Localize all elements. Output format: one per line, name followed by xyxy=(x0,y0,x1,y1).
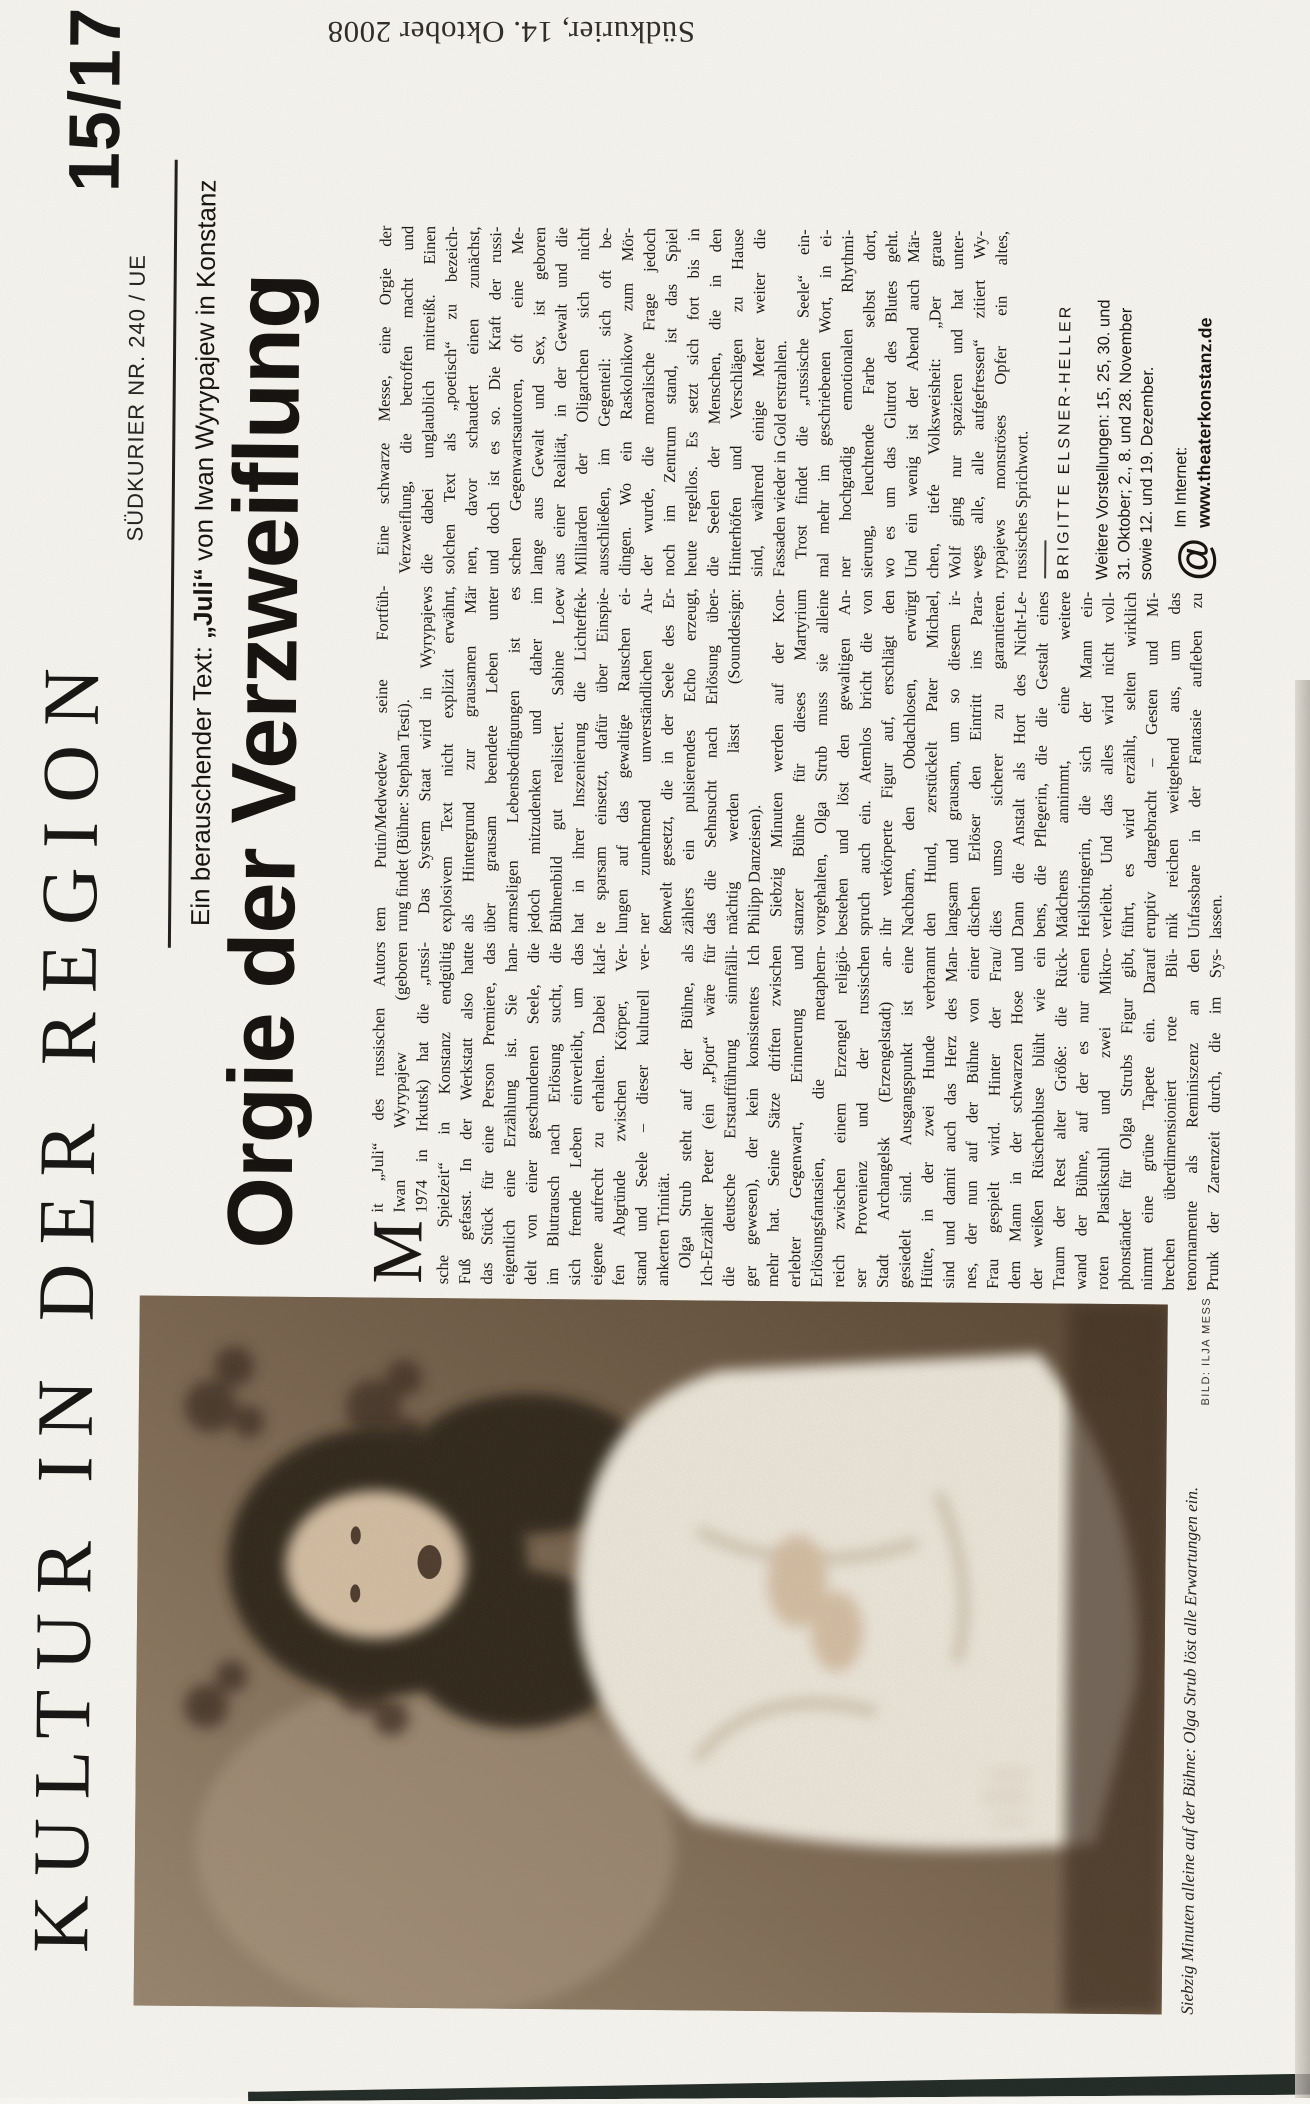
photo-caption-row xyxy=(1177,1296,1213,2015)
text-line: gesiedelt sind. Ausgangspunkt ist eine xyxy=(894,946,917,1289)
text-line: Trost findet die „russische Seele“ ein- xyxy=(791,229,814,560)
text-line: Olga Strub steht auf der Bühne, als xyxy=(675,944,697,1269)
section-title: KULTUR IN DER REGION xyxy=(17,648,117,1954)
text-line: über grausam beendete Leben unter xyxy=(480,586,503,933)
text-line: mehr hat. Seine Sätze driften zwischen xyxy=(762,944,785,1288)
masthead-rule xyxy=(168,160,178,948)
text-line: ner zunehmend unverständlichen Au- xyxy=(634,587,657,934)
text-line: führt, es wird erzählt, selten wirklich xyxy=(1117,592,1141,939)
text-line: langsam und grausam, um so diesem ir- xyxy=(941,590,965,937)
text-line: roten Plastikstuhl und zwei Mikro- xyxy=(1092,947,1115,1290)
text-line: Heilsbringerin, die sich der Mann ein- xyxy=(1073,591,1097,938)
text-line: sind und damit auch das Herz des Man- xyxy=(938,946,961,1289)
text-line: chen, tiefe Volksweisheit: „Der graue xyxy=(923,230,946,579)
text-line: Dann die Anstalt als Hort des Nicht-Le- xyxy=(1007,591,1031,938)
scan-edge-strip xyxy=(1295,680,1310,2098)
text-line: die Seelen der Menschen, die in den xyxy=(703,228,726,577)
text-line: eigene aufrecht zu erhalten. Dabei klaf- xyxy=(586,943,609,1286)
at-icon: @ xyxy=(1170,537,1220,581)
text-line: Wolf ging nur spazieren und hat unter- xyxy=(945,230,968,579)
text-line: heute regellos. Es setzt sich fort bis in xyxy=(681,228,704,577)
text-line: ausschließen, im Gegenteil: sich oft be- xyxy=(593,227,616,576)
kicker-pre: Ein berauschender Text: xyxy=(185,638,218,927)
text-line: Bühnenbild gut realisiert. Sabine Loew xyxy=(546,587,569,934)
text-line: spruch auch ein. Atemlos bricht die von xyxy=(853,589,877,936)
text-line: Eine schwarze Messe, eine Orgie der xyxy=(373,225,396,556)
byline-rule xyxy=(1044,540,1046,578)
text-line: Traum der Rest alter Größe: die Rück- xyxy=(1048,947,1071,1290)
text-line: dischen Erlöser den Eintritt ins Para- xyxy=(963,590,987,937)
text-line: Fassaden wieder in Gold erstrahlen. xyxy=(769,340,791,578)
text-line: stanzer Bühne für dieses Martyrium xyxy=(787,589,811,936)
text-line: dingen. Wo ein Raskolnikow zum Mör- xyxy=(615,227,638,576)
stage-photo xyxy=(134,1296,1168,2015)
author-byline: BRIGITTE ELSNER-HELLER xyxy=(1055,303,1075,580)
text-line: Fuß gefasst. In der Werkstatt also hatte xyxy=(454,942,477,1285)
text-line: russisches Sprichwort. xyxy=(1011,430,1032,580)
kicker-title: „Juli“ xyxy=(187,567,219,640)
text-line: und doch ist es so. Die Kraft der russi- xyxy=(483,226,506,575)
text-line: stand und Seele – dieser kulturell ver- xyxy=(630,943,653,1286)
text-line: das die Sehnsucht nach Erlösung über- xyxy=(700,588,723,935)
text-line: Frau gespielt wird. Hinter der Frau/ xyxy=(982,946,1005,1290)
text-line: wo es um das Glutrot des Blutes geht. xyxy=(879,229,902,579)
text-line: ger gewesen), der kein konsistentes Ich xyxy=(740,944,763,1287)
text-line: rypajews monströses Opfer ein altes, xyxy=(989,230,1012,580)
text-line: rung findet (Bühne: Stephan Testi). xyxy=(392,698,414,932)
text-line: mal mehr im geschriebenen Wort, in ei- xyxy=(813,229,836,578)
text-line: wegs alle, alle aufgefressen“ zitiert Wy- xyxy=(967,230,990,579)
performance-info-box xyxy=(1091,232,1160,581)
text-line: lange aus Gewalt und Sex, ist geboren xyxy=(527,226,550,576)
text-line: 31. Oktober; 2., 8. und 28. November xyxy=(1115,307,1136,581)
text-line: armseligen Lebensbedingungen ist es xyxy=(502,586,525,933)
text-line: explosivem Text nicht explizit erwähnt, xyxy=(436,586,459,933)
text-line: der wurde, die moralische Frage jedoch xyxy=(637,227,660,576)
text-line: als Hintergrund zur grausamen Mär xyxy=(458,586,481,933)
text-line: 1974 in Irkutsk) hat die „russi- xyxy=(411,941,433,1214)
kicker-post: von Iwan Wyrypajew in Konstanz xyxy=(188,179,222,569)
text-line: delt von einer geschundenen Seele, die xyxy=(520,942,543,1286)
internet-url: www.theaterkonstanz.de xyxy=(1193,317,1216,528)
text-line: reich zwischen einem Erzengel religiö- xyxy=(828,945,851,1288)
text-line: ßenwelt gesetzt, die in der Seele des Er- xyxy=(656,588,679,935)
text-line: Iwan Wyrypajew (geboren xyxy=(389,941,411,1213)
text-line: schen Gegenwartsautoren, oft eine Me- xyxy=(505,226,528,575)
drop-cap: M xyxy=(356,1219,438,1285)
internet-block xyxy=(1171,232,1220,580)
text-line: tem Putin/Medwedew seine Fortfüh- xyxy=(370,585,393,932)
text-line: Hütte, in der zwei Hunde verbrannt xyxy=(916,946,939,1289)
text-line: ihr verkörperte Figur auf, erschlägt den xyxy=(875,589,899,937)
article-column-3 xyxy=(372,226,1220,581)
text-line: Und ein wenig ist der Abend auch Mär- xyxy=(901,230,924,579)
text-line: Philipp Danzeisen). xyxy=(744,804,765,935)
text-line: im Blutrausch nach Erlösung sucht, die xyxy=(542,943,565,1286)
text-line: sich fremde Leben einverleibt, um das xyxy=(564,943,587,1286)
text-line: dies umso sicherer zu garantieren. xyxy=(985,590,1009,938)
text-line: zählers ein pulsierendes Echo erzeugt, xyxy=(678,588,701,935)
text-line: sowie 12. und 19. Dezember. xyxy=(1137,366,1157,581)
page-number: 15/17 xyxy=(54,6,137,193)
text-line: Weitere Vorstellungen: 15, 25, 30. und xyxy=(1093,299,1114,580)
text-line: bestehen und löst den gewaltigen An- xyxy=(831,589,855,936)
text-line: Erlösungsfantasien, die metaphern- xyxy=(806,945,829,1288)
text-line: wand der Bühne, auf der es nur einen xyxy=(1070,947,1093,1290)
byline-block xyxy=(1044,231,1078,579)
text-line: phonständer für Olga Strubs Figur gibt, xyxy=(1114,948,1137,1291)
text-line: lassen. xyxy=(1205,894,1226,939)
text-line: die dabei unglaublich mitreißt. Einen xyxy=(417,225,440,575)
text-line: it „Juli“ des russischen Autors xyxy=(367,941,389,1213)
text-line: eruptiv dargebracht – Gesten und Mi- xyxy=(1139,592,1163,939)
text-line: dem Mann in der schwarzen Hose und xyxy=(1004,947,1027,1290)
article-column-2 xyxy=(369,586,1230,939)
headline: Orgie der Verzweiflung xyxy=(209,273,320,1250)
text-line: sierung, leuchtende Farbe selbst dort, xyxy=(857,229,880,578)
issue-info: SÜDKURIER NR. 240 / UE xyxy=(122,254,150,542)
text-line: bens, die Pflegerin, die die Gestalt eines xyxy=(1029,591,1053,938)
date-stamp: Südkurier, 14. Oktober 2008 xyxy=(327,15,695,50)
photo-credit: BILD: ILJA MESS xyxy=(1199,1296,1213,1406)
text-line: erlebter Gegenwart, Erinnerung und xyxy=(784,945,807,1288)
text-line: Siebzig Minuten werden auf der Kon- xyxy=(766,588,789,918)
text-line: eigentlich eine Erzählung ist. Sie han- xyxy=(498,942,521,1285)
text-line: das Stück für eine Person Premiere, das xyxy=(476,942,499,1285)
column-3-lines xyxy=(372,226,1035,580)
text-line: Mädchens annimmt, eine weitere xyxy=(1051,591,1075,938)
text-line: hat in ihrer Inszenierung die Lichteffek- xyxy=(568,587,591,934)
text-line: den Hund, zerstückelt Pater Michael, xyxy=(919,590,943,937)
text-line: vorgehalten, Olga Strub muss sie alleine xyxy=(809,589,833,936)
column-1-lines xyxy=(356,941,1227,1291)
text-line: tenornamente als Reminiszenz an den xyxy=(1180,948,1203,1291)
text-line: Nachbarn, den Obdachlosen, erwürgt xyxy=(897,590,921,937)
text-line: lungen auf das gewaltige Rauschen ei- xyxy=(612,587,635,934)
text-line: jedoch mitzudenken und daher im xyxy=(524,586,547,934)
text-line: brechen überdimensioniert rote Blü- xyxy=(1158,948,1181,1291)
column-2-lines xyxy=(369,586,1230,939)
text-line: ser Provenienz und der russischen xyxy=(850,945,873,1288)
text-line: Hinterhöfen und Verschlägen zu Hause xyxy=(725,228,748,577)
internet-label: Im Internet: xyxy=(1172,446,1191,528)
article-column-1 xyxy=(356,941,1227,1291)
text-line: Stadt Archangelsk (Erzengelstadt) an- xyxy=(872,945,895,1289)
text-line: nimmt eine grüne Tapete ein. Darauf xyxy=(1136,948,1159,1291)
text-line: mik reichen weitgehend aus, um das xyxy=(1161,592,1185,939)
text-line: mächtig werden lässt (Sounddesign: xyxy=(722,588,745,935)
text-line: ankerten Trinität. xyxy=(652,1172,673,1287)
text-line: noch im Zentrum stand, ist das Spiel xyxy=(659,228,682,577)
text-line: nes, der nun auf der Bühne von einer xyxy=(960,946,983,1289)
text-line: Ich-Erzähler Peter (ein „Pjotr“ wäre für xyxy=(696,944,719,1287)
text-line: der weißen Rüschenbluse blüht wie ein xyxy=(1026,947,1049,1290)
photo-caption: Siebzig Minuten alleine auf der Bühne: Olga Strub löst alle Erwartungen ein. xyxy=(1177,1486,1202,2015)
white-blouse xyxy=(574,1349,1140,1851)
text-line: die deutsche Erstaufführung sinnfälli- xyxy=(718,944,741,1287)
text-line: solchen Text als „poetisch“ zu bezeich- xyxy=(439,226,462,575)
text-line: Unfassbare in der Fantasie aufleben zu xyxy=(1183,592,1207,939)
text-line: aus einer Realität, in der Gewalt und die xyxy=(549,227,572,576)
text-line: Prunk der Zarenzeit durch, die im Sys- xyxy=(1202,948,1225,1291)
text-line: sind, während einige Meter weiter die xyxy=(747,228,770,577)
text-line: te sparsam einsetzt, dafür über Einspie- xyxy=(590,587,613,934)
stage-floor-shadow xyxy=(1064,1304,1168,2015)
text-line: nen, davor schaudert einen zunächst, xyxy=(461,226,484,575)
text-line: Verzweiflung, die betroffen macht und xyxy=(395,225,418,574)
text-line: ner hochgradig emotionalen Rhythmi- xyxy=(835,229,858,578)
text-line: Milliarden der Oligarchen sich nicht xyxy=(571,227,594,576)
text-line: sche Spielzeit“ in Konstanz endgültig xyxy=(432,942,455,1285)
text-line: Das System Staat wird in Wyrypajews xyxy=(414,585,437,915)
text-line: fen Abgründe zwischen Körper, Ver- xyxy=(608,943,631,1286)
text-line: verleibt. Und das alles wird nicht voll- xyxy=(1095,591,1119,939)
